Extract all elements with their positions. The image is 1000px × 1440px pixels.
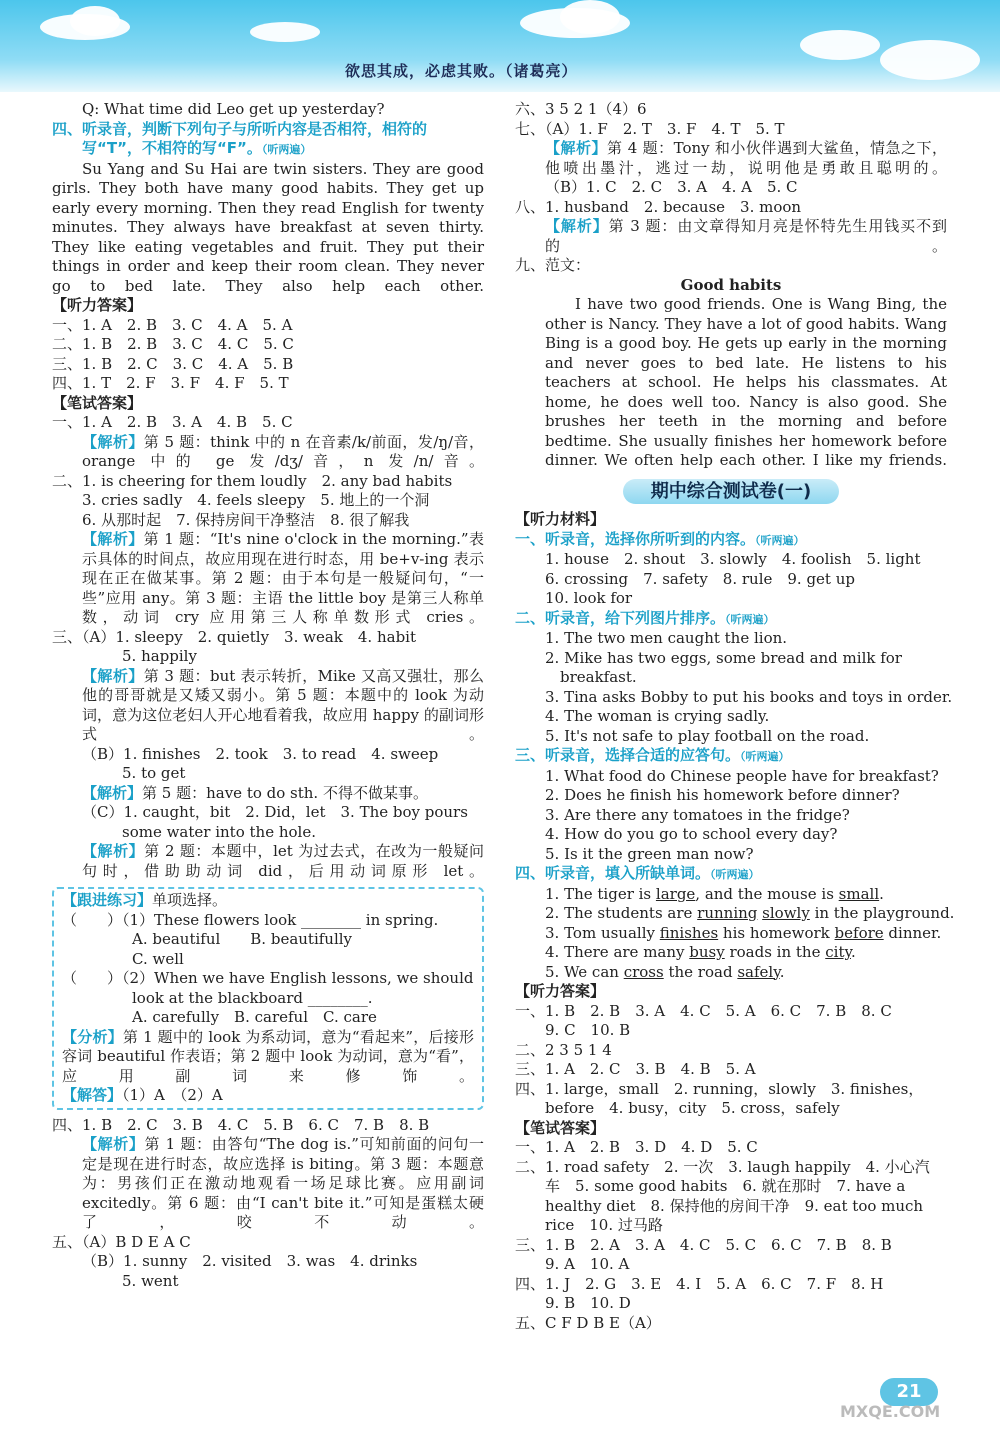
text-line bbox=[515, 198, 947, 218]
section-note: （听两遍） bbox=[755, 533, 805, 547]
text-line bbox=[52, 1252, 484, 1272]
line-text: 第 1 题中的 look 为系动词，意为“看起来”，后接形容词 beautiful 作表语；第 2 题中 look 为动词，意为“看”，应用副词来修饰。 bbox=[62, 1027, 474, 1085]
text-line bbox=[62, 1008, 474, 1028]
answer-heading: 【听力答案】 bbox=[52, 296, 143, 314]
line-text: 一、1. B 2. B 3. A 4. C 5. A 6. C 7. B 8. C bbox=[515, 1001, 892, 1020]
line-text: before 4. busy，city 5. cross，safely bbox=[545, 1099, 840, 1117]
line-text: （B）1. C 2. C 3. A 4. A 5. C bbox=[545, 178, 798, 196]
essay-title: Good habits bbox=[680, 275, 782, 294]
text-line bbox=[515, 668, 947, 688]
filled-word: large bbox=[655, 884, 696, 903]
text-line bbox=[515, 570, 947, 590]
line-text: C. well bbox=[132, 949, 184, 968]
text-line bbox=[515, 1080, 947, 1100]
line-text: 二、1. is cheering for them loudly 2. any bad habits bbox=[52, 471, 453, 490]
line-text: 三、1. B 2. A 3. A 4. C 5. C 6. C 7. B 8. B bbox=[515, 1235, 892, 1254]
filled-word: busy bbox=[689, 943, 725, 961]
text-line bbox=[52, 784, 484, 804]
text-line bbox=[515, 707, 947, 727]
filled-word: before bbox=[834, 923, 884, 942]
practice-box bbox=[52, 887, 484, 1110]
line-text: 单项选择。 bbox=[152, 891, 228, 909]
line-text: （ ）（2）When we have English lessons, we should bbox=[62, 969, 474, 987]
section-heading-text: 一、听录音，选择你所听到的内容。 bbox=[515, 529, 756, 548]
text-line bbox=[52, 491, 484, 511]
answer-heading: 【听力材料】 bbox=[515, 510, 606, 528]
line-text: healthy diet 8. 保持他的房间干净 9. eat too much bbox=[545, 1196, 924, 1215]
fill-line bbox=[515, 963, 947, 983]
line-text: 5. It's not safe to play football on the road. bbox=[545, 726, 870, 745]
line-text: 4. The woman is crying sadly. bbox=[545, 707, 770, 725]
text-line bbox=[52, 745, 484, 765]
analysis-tag: 【解答】 bbox=[62, 1086, 123, 1104]
line-text: 一、1. A 2. B 3. C 4. A 5. A bbox=[52, 315, 293, 334]
text-line bbox=[62, 891, 474, 911]
text-line bbox=[52, 1116, 484, 1136]
section-heading-text: 三、听录音，选择合适的应答句。 bbox=[515, 746, 741, 764]
text-line bbox=[52, 335, 484, 355]
text-line bbox=[515, 178, 947, 198]
exam-title bbox=[515, 479, 947, 505]
text-line bbox=[52, 316, 484, 336]
line-text: look at the blackboard ________. bbox=[132, 988, 373, 1007]
filled-word: city bbox=[825, 943, 851, 961]
filled-word: running bbox=[697, 904, 758, 922]
line-text: 9. C 10. B bbox=[545, 1021, 631, 1039]
line-text: 车 5. some good habits 6. 就在那时 7. have a bbox=[545, 1177, 906, 1195]
line-text: 二、1. B 2. B 3. C 4. C 5. C bbox=[52, 335, 294, 353]
text-line bbox=[515, 1314, 947, 1334]
text-line bbox=[515, 1216, 947, 1236]
header-motto: 欲思其成，必虑其败。（诸葛亮） bbox=[345, 62, 578, 80]
text-line bbox=[515, 139, 947, 178]
text-line bbox=[52, 803, 484, 823]
header-banner bbox=[0, 0, 1000, 92]
fill-line bbox=[515, 943, 947, 963]
fill-line bbox=[515, 885, 947, 905]
exam-title-text: 期中综合测试卷(一) bbox=[623, 479, 839, 505]
text-line bbox=[515, 1099, 947, 1119]
line-text: 七、（A）1. F 2. T 3. F 4. T 5. T bbox=[515, 119, 785, 138]
line-text: rice 10. 过马路 bbox=[545, 1216, 663, 1234]
text-line bbox=[515, 1177, 947, 1197]
text-line bbox=[52, 530, 484, 628]
text-line bbox=[515, 767, 947, 787]
text-line bbox=[62, 930, 474, 950]
text-line bbox=[62, 911, 474, 931]
text-line bbox=[515, 1197, 947, 1217]
section-heading-text: 四、听录音，填入所缺单词。 bbox=[515, 864, 711, 882]
text-line bbox=[62, 969, 474, 989]
line-text: A. carefully B. careful C. care bbox=[132, 1008, 377, 1026]
text-line bbox=[515, 786, 947, 806]
analysis-tag: 【解析】 bbox=[82, 783, 143, 802]
line-text: 三、1. A 2. C 3. B 4. B 5. A bbox=[515, 1060, 756, 1078]
line-text: （ ）（1）These flowers look ________ in spring. bbox=[62, 910, 439, 929]
line-text: 一、1. A 2. B 3. A 4. B 5. C bbox=[52, 413, 293, 431]
line-text: A. beautiful B. beautifully bbox=[132, 930, 353, 948]
section-note: （听两遍） bbox=[740, 750, 790, 763]
line-text: 第 3 题：由文章得知月亮是怀特先生用钱买不到的。 bbox=[545, 217, 947, 255]
analysis-tag: 【解析】 bbox=[82, 1135, 145, 1153]
text-line bbox=[515, 845, 947, 865]
text-line bbox=[515, 1041, 947, 1061]
line-text: breakfast. bbox=[545, 668, 637, 686]
section-heading-text: 二、听录音，给下列图片排序。 bbox=[515, 608, 726, 627]
line-text: Q: What time did Leo get up yesterday? bbox=[82, 100, 385, 118]
text-line bbox=[62, 1086, 474, 1106]
text-line bbox=[515, 1158, 947, 1178]
filled-word: slowly bbox=[762, 904, 810, 922]
watermark: MXQE.COM bbox=[840, 1402, 941, 1421]
text-line bbox=[515, 1002, 947, 1022]
answer-heading: 【听力答案】 bbox=[515, 982, 606, 1000]
text-line bbox=[515, 120, 947, 140]
text-line bbox=[52, 647, 484, 667]
section-heading bbox=[52, 139, 484, 160]
line-text: （1）A （2）A bbox=[122, 1086, 223, 1104]
text-line bbox=[52, 842, 484, 881]
text-segment: 4. There are many bbox=[545, 943, 690, 961]
text-line bbox=[52, 511, 484, 531]
text-segment: 3. Tom usually bbox=[545, 923, 660, 942]
line-text: 四、1. T 2. F 3. F 4. F 5. T bbox=[52, 374, 289, 392]
text-line bbox=[515, 100, 947, 120]
text-segment: in the playground. bbox=[809, 904, 955, 922]
text-line bbox=[52, 1272, 484, 1292]
section-heading-text: 四、听录音，判断下列句子与所听内容是否相符，相符的 bbox=[52, 119, 428, 138]
line-text: 9. A 10. A bbox=[545, 1255, 630, 1273]
line-text: 4. How do you go to school every day? bbox=[545, 825, 838, 843]
line-text: I have two good friends. One is Wang Bing, the other is Nancy. They have a lot of good habits. Wang Bing is a good boy. He gets up early in the morning and never goes to bed late. He listens to his teachers at school. He helps his classmates. At home, he does well too. Nancy is also good. She brushes her teeth in the morning and before bedtime. She usually finishes her homework before dinner. We often help each other. I like my friends. bbox=[545, 295, 947, 469]
line-text: 5. went bbox=[122, 1271, 179, 1290]
line-text: 5. to get bbox=[122, 764, 186, 782]
text-line bbox=[62, 989, 474, 1009]
section-heading bbox=[52, 120, 484, 140]
analysis-tag: 【解析】 bbox=[82, 530, 144, 548]
answer-heading: 【笔试答案】 bbox=[515, 1118, 606, 1137]
text-line bbox=[515, 1255, 947, 1275]
line-text: 第 2 题：本题中，let 为过去式，在改为一般疑问句时，借助助动词 did，后用动词原形 let。 bbox=[82, 842, 484, 880]
text-line bbox=[515, 217, 947, 256]
text-line bbox=[52, 1233, 484, 1253]
analysis-tag: 【解析】 bbox=[82, 842, 145, 860]
line-text: 三、（A）1. sleepy 2. quietly 3. weak 4. habit bbox=[52, 627, 416, 646]
right-column bbox=[515, 100, 955, 1333]
line-text: 1. What food do Chinese people have for breakfast? bbox=[545, 766, 939, 785]
left-column bbox=[52, 100, 484, 1291]
filled-word: small bbox=[838, 884, 880, 903]
text-line bbox=[515, 629, 947, 649]
analysis-tag: 【跟进练习】 bbox=[62, 891, 153, 909]
text-line bbox=[52, 667, 484, 745]
line-text: 四、1. large，small 2. running，slowly 3. finishes， bbox=[515, 1079, 924, 1098]
text-line bbox=[515, 589, 947, 609]
filled-word: safely bbox=[737, 962, 780, 981]
text-segment: 5. We can bbox=[545, 962, 624, 981]
line-text: 6. crossing 7. safety 8. rule 9. get up bbox=[545, 569, 855, 588]
text-line bbox=[52, 764, 484, 784]
line-text: 第 5 题：have to do sth. 不得不做某事。 bbox=[142, 783, 428, 802]
line-text: 3. cries sadly 4. feels sleepy 5. 地上的一个洞 bbox=[82, 491, 430, 509]
line-text: 2. Does he finish his homework before dinner? bbox=[545, 786, 900, 804]
text-line bbox=[52, 433, 484, 472]
section-note: （听两遍） bbox=[725, 612, 775, 626]
analysis-tag: 【解析】 bbox=[545, 139, 608, 157]
section-note: （听两遍） bbox=[261, 143, 312, 156]
text-line bbox=[515, 825, 947, 845]
text-line bbox=[52, 374, 484, 394]
text-segment: . bbox=[879, 884, 884, 903]
text-line bbox=[52, 1135, 484, 1233]
line-text: 第 5 题：think 中的 n 在音素/k/前面，发/ŋ/音，orange 中的 ge 发/dʒ/音，n 发/n/音。 bbox=[82, 432, 484, 470]
line-text: 第 3 题：but 表示转折，Mike 又高又强壮，那么他的哥哥就是又矮又弱小。第 5 题：本题中的 look 为动词，意为这位老妇人开心地看着我，故应用 happy 的副词形式。 bbox=[82, 666, 484, 743]
line-text: 6. 从那时起 7. 保持房间干净整洁 8. 很了解我 bbox=[82, 510, 410, 529]
text-segment: his homework bbox=[718, 923, 835, 942]
text-line bbox=[52, 160, 484, 297]
text-line bbox=[515, 1275, 947, 1295]
fill-line bbox=[515, 904, 955, 924]
text-segment: roads in the bbox=[724, 943, 826, 961]
text-line bbox=[515, 687, 953, 708]
line-text: 二、2 3 5 1 4 bbox=[515, 1040, 612, 1059]
line-text: 10. look for bbox=[545, 589, 633, 607]
text-segment: , and the mouse is bbox=[695, 884, 839, 903]
text-line bbox=[515, 1294, 947, 1314]
text-line bbox=[52, 355, 484, 375]
line-text: 1. house 2. shout 3. slowly 4. foolish 5. light bbox=[545, 550, 921, 568]
line-text: some water into the hole. bbox=[122, 822, 316, 841]
text-line bbox=[515, 727, 947, 747]
filled-word: cross bbox=[623, 962, 664, 981]
text-segment: . bbox=[850, 943, 856, 961]
line-text: 第 1 题：“It's nine o'clock in the morning.”表示具体的时间点，故应用现在进行时态，用 be+v-ing 表示现在正在做某事。第 2 题：由于本句是一般疑问句，“一些”应用 any。第 3 题：主语 the little boy 是第三人称单数，动词 cry 应用第三人称单数形式 cries。 bbox=[82, 530, 484, 626]
text-line bbox=[515, 649, 947, 669]
line-text: 5. happily bbox=[122, 647, 197, 665]
text-line bbox=[52, 823, 484, 843]
analysis-tag: 【解析】 bbox=[545, 217, 609, 235]
line-text: 第 1 题：由答句“The dog is.”可知前面的问句一定是现在进行时态，故应选择 is biting。第 3 题：本题意为：男孩们正在激动地观看一场足球比赛。应用副词 excitedly。第 6 题：由“I can't bite it.”可知是蛋糕太硬了，咬不动。 bbox=[82, 1135, 484, 1231]
line-text: （B）1. finishes 2. took 3. to read 4. sweep bbox=[82, 744, 439, 763]
line-text: 1. The two men caught the lion. bbox=[545, 629, 788, 647]
text-segment: . bbox=[779, 962, 785, 981]
text-line bbox=[515, 1060, 947, 1080]
text-line bbox=[515, 806, 947, 826]
text-line bbox=[52, 100, 484, 120]
answer-heading: 【笔试答案】 bbox=[52, 393, 143, 412]
section-heading bbox=[515, 864, 947, 885]
text-line bbox=[515, 1138, 947, 1158]
line-text: 二、1. road safety 2. 一次 3. laugh happily 4. 小心汽 bbox=[515, 1157, 930, 1176]
section-heading bbox=[515, 609, 947, 630]
line-text: （B）1. sunny 2. visited 3. was 4. drinks bbox=[82, 1252, 418, 1270]
line-text: 四、1. J 2. G 3. E 4. I 5. A 6. C 7. F 8. H bbox=[515, 1274, 884, 1293]
line-text: 9. B 10. D bbox=[545, 1294, 631, 1312]
line-text: 3. Tina asks Bobby to put his books and toys in order. bbox=[545, 687, 953, 706]
section-heading bbox=[515, 530, 947, 551]
text-line bbox=[515, 1236, 947, 1256]
line-text: 3. Are there any tomatoes in the fridge? bbox=[545, 805, 850, 824]
line-text: 六、3 5 2 1（4）6 bbox=[515, 100, 647, 118]
text-line bbox=[52, 472, 484, 492]
text-segment: 1. The tiger is bbox=[545, 884, 656, 903]
line-text: 第 4 题：Tony 和小伙伴遇到大鲨鱼，情急之下，他喷出墨汁，逃过一劫，说明他是勇敢且聪明的。 bbox=[545, 139, 947, 177]
text-segment: 2. The students are bbox=[545, 904, 698, 922]
analysis-tag: 【解析】 bbox=[82, 432, 144, 451]
line-text: 四、1. B 2. C 3. B 4. C 5. B 6. C 7. B 8. B bbox=[52, 1115, 430, 1134]
line-text: 三、1. B 2. C 3. C 4. A 5. B bbox=[52, 354, 294, 373]
text-line bbox=[62, 950, 474, 970]
analysis-tag: 【解析】 bbox=[82, 666, 144, 685]
text-line bbox=[515, 1021, 947, 1041]
line-text: 5. Is it the green man now? bbox=[545, 844, 754, 863]
line-text: 八、1. husband 2. because 3. moon bbox=[515, 197, 802, 216]
text-segment: dinner. bbox=[883, 923, 942, 942]
text-line bbox=[52, 413, 484, 433]
text-line bbox=[62, 1028, 474, 1087]
analysis-tag: 【分析】 bbox=[62, 1027, 123, 1046]
section-heading-text: 写“T”，不相符的写“F”。 bbox=[82, 139, 262, 157]
text-line bbox=[515, 295, 947, 471]
text-line bbox=[515, 550, 947, 570]
section-heading bbox=[515, 746, 947, 767]
text-line bbox=[52, 628, 484, 648]
line-text: Su Yang and Su Hai are twin sisters. They are good girls. They both have many good habits. They get up early every morning. Then they read English for twenty minutes. They always have breakfast at seven thirty. They like eating vegetables and fruit. They put their things in order and keep their room clean. They never go to bed late. They also help each other. bbox=[52, 159, 484, 295]
text-line bbox=[515, 256, 947, 276]
filled-word: finishes bbox=[659, 923, 719, 942]
line-text: 五、（A）B D E A C bbox=[52, 1232, 191, 1251]
line-text: 九、范文： bbox=[515, 256, 591, 274]
fill-line bbox=[515, 924, 947, 944]
line-text: 五、C F D B E（A） bbox=[515, 1313, 661, 1332]
line-text: （C）1. caught，bit 2. Did，let 3. The boy pours bbox=[82, 803, 468, 821]
line-text: 2. Mike has two eggs, some bread and milk for bbox=[545, 648, 902, 667]
section-note: （听两遍） bbox=[710, 868, 760, 881]
line-text: 一、1. A 2. B 3. D 4. D 5. C bbox=[515, 1138, 758, 1156]
page-number: 21 bbox=[880, 1378, 938, 1406]
text-segment: the road bbox=[663, 962, 738, 981]
